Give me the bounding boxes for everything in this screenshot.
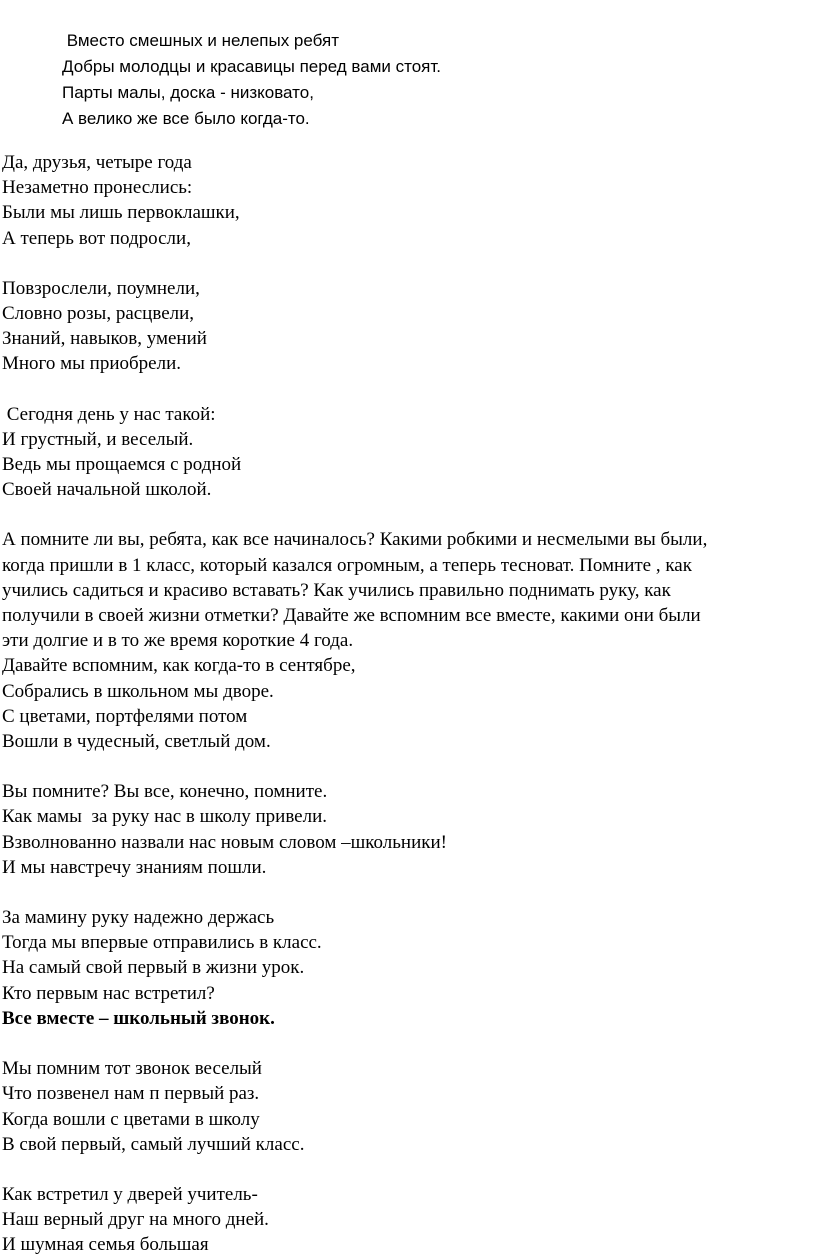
text-line: А теперь вот подросли, [2,227,191,249]
text-line: Когда вошли с цветами в школу [2,1108,260,1130]
text-line: Своей начальной школой. [2,479,212,501]
stanza [2,905,814,1031]
text-line: Собрались в школьном мы дворе. [2,680,274,702]
stanza [2,1182,814,1258]
text-line: Тогда мы впервые отправились в класс. [2,932,322,954]
document-body [2,150,814,1258]
text-line: Ведь мы прощаемся с родной [2,454,242,476]
text-line: Давайте вспомним, как когда-то в сентябре, [2,655,356,677]
text-line: За мамину руку надежно держась [2,907,275,929]
intro-stanza [62,28,441,132]
text-line: Да, друзья, четыре года [2,152,192,173]
text-line: Вместо смешных и нелепых ребят [62,31,339,50]
text-line: Что позвенел нам п первый раз. [2,1083,260,1105]
prose-paragraph [2,527,814,653]
text-line: получили в своей жизни отметки? Давайте же вспомним все вместе, какими они были [2,605,701,627]
stanza [2,1056,814,1157]
text-line: Словно розы, расцвели, [2,303,195,325]
text-line: Повзрослели, поумнели, [2,277,200,299]
text-line: А помните ли вы, ребята, как все начиналось? Какими робкими и несмелыми вы были, [2,529,708,551]
text-line: Наш верный друг на много дней. [2,1209,269,1231]
text-line: эти долгие и в то же время короткие 4 года. [2,630,354,652]
stanza [2,276,814,377]
text-line: Кто первым нас встретил? [2,982,215,1004]
text-line: Сегодня день у нас такой: [2,403,216,425]
text-line: Добры молодцы и красавицы перед вами стоят. [62,57,441,76]
text-line: Мы помним тот звонок веселый [2,1058,262,1080]
text-line: Как встретил у дверей учитель- [2,1183,258,1205]
text-line: С цветами, портфелями потом [2,705,248,727]
text-line: Как мамы за руку нас в школу привели. [2,806,328,828]
stanza [2,150,814,251]
text-line: Взволнованно назвали нас новым словом –школьники! [2,831,447,853]
text-line: В свой первый, самый лучший класс. [2,1133,305,1155]
text-line: Вошли в чудесный, светлый дом. [2,731,271,753]
stanza [2,779,814,880]
text-line: И шумная семья большая [2,1234,209,1256]
text-line: А велико же все было когда-то. [62,109,310,128]
text-line: И грустный, и веселый. [2,428,194,450]
text-line: учились садиться и красиво вставать? Как учились правильно поднимать руку, как [2,579,671,601]
text-line: Парты малы, доска - низковато, [62,83,314,102]
text-line: На самый свой первый в жизни урок. [2,957,305,979]
stanza [2,402,814,503]
text-line: Вы помните? Вы все, конечно, помните. [2,781,328,803]
bold-text-line: Все вместе – школьный звонок. [2,1007,275,1029]
text-line: Были мы лишь первоклашки, [2,202,240,224]
text-line: Незаметно пронеслись: [2,177,193,199]
text-line: Знаний, навыков, умений [2,328,207,350]
text-line: когда пришли в 1 класс, который казался огромным, а теперь тесноват. Помните , как [2,554,692,576]
text-line: Много мы приобрели. [2,353,182,375]
text-line: И мы навстречу знаниям пошли. [2,856,267,878]
stanza [2,653,814,754]
